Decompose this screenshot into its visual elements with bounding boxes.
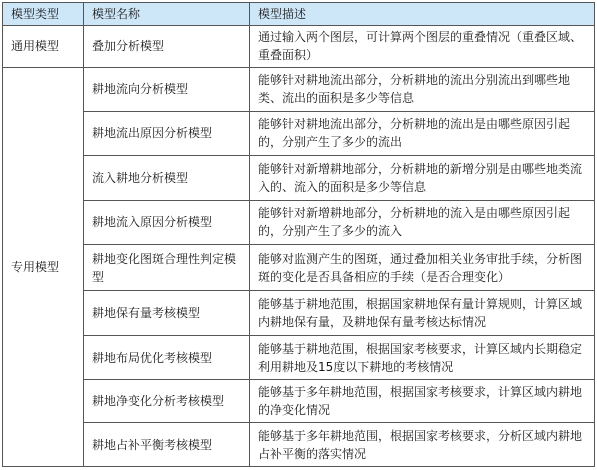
- model-table: [2, 2, 595, 467]
- model-desc-cell: 能够对监测产生的图斑，通过叠加相关业务审批手续，分析图斑的变化是否具备相应的手续（是否合理变化）: [250, 245, 595, 291]
- table-row: [3, 155, 595, 200]
- type-cell-special: 专用模型: [3, 67, 84, 466]
- table-row: [3, 26, 595, 68]
- table-row: [3, 336, 595, 380]
- model-name-cell: 流入耕地分析模型: [84, 155, 250, 200]
- model-name-cell: 耕地流出原因分析模型: [84, 111, 250, 155]
- model-desc-cell: 能够针对新增耕地部分，分析耕地的新增分别是由哪些地类流入的、流入的面积是多少等信息: [250, 155, 595, 200]
- model-desc-cell: 通过输入两个图层，可计算两个图层的重叠情况（重叠区域、重叠面积）: [250, 26, 595, 68]
- model-name-cell: 耕地保有量考核模型: [84, 291, 250, 336]
- table-row: [3, 111, 595, 155]
- header-model-type: 模型类型: [3, 3, 84, 26]
- header-row: [3, 3, 595, 26]
- table-row: [3, 200, 595, 245]
- header-model-name: 模型名称: [84, 3, 250, 26]
- model-desc-cell: 能够针对耕地流出部分，分析耕地的流出是由哪些原因引起的，分别产生了多少的流出: [250, 111, 595, 155]
- table-row: [3, 380, 595, 423]
- model-name-cell: 耕地流向分析模型: [84, 67, 250, 111]
- type-cell-general: 通用模型: [3, 26, 84, 68]
- model-desc-cell: 能够针对耕地流出部分，分析耕地的流出分别流出到哪些地类、流出的面积是多少等信息: [250, 67, 595, 111]
- model-desc-cell: 能够基于多年耕地范围，根据国家考核要求，计算区域内耕地的净变化情况: [250, 380, 595, 423]
- model-desc-cell: 能够针对新增耕地部分，分析耕地的流入是由哪些原因引起的，分别产生了多少的流入: [250, 200, 595, 245]
- table-row: [3, 423, 595, 467]
- header-model-description: 模型描述: [250, 3, 595, 26]
- model-name-cell: 耕地变化图斑合理性判定模型: [84, 245, 250, 291]
- table-row: [3, 245, 595, 291]
- model-desc-cell: 能够基于耕地范围，根据国家考核要求，计算区域内长期稳定利用耕地及15度以下耕地的考核情况: [250, 336, 595, 380]
- model-name-cell: 耕地净变化分析考核模型: [84, 380, 250, 423]
- model-desc-cell: 能够基于多年耕地范围，根据国家考核要求，分析区域内耕地占补平衡的落实情况: [250, 423, 595, 467]
- model-name-cell: 耕地占补平衡考核模型: [84, 423, 250, 467]
- model-name-cell: 叠加分析模型: [84, 26, 250, 68]
- model-name-cell: 耕地流入原因分析模型: [84, 200, 250, 245]
- table-row: [3, 67, 595, 111]
- table-row: [3, 291, 595, 336]
- model-name-cell: 耕地布局优化考核模型: [84, 336, 250, 380]
- model-desc-cell: 能够基于耕地范围，根据国家耕地保有量计算规则，计算区域内耕地保有量，及耕地保有量考核达标情况: [250, 291, 595, 336]
